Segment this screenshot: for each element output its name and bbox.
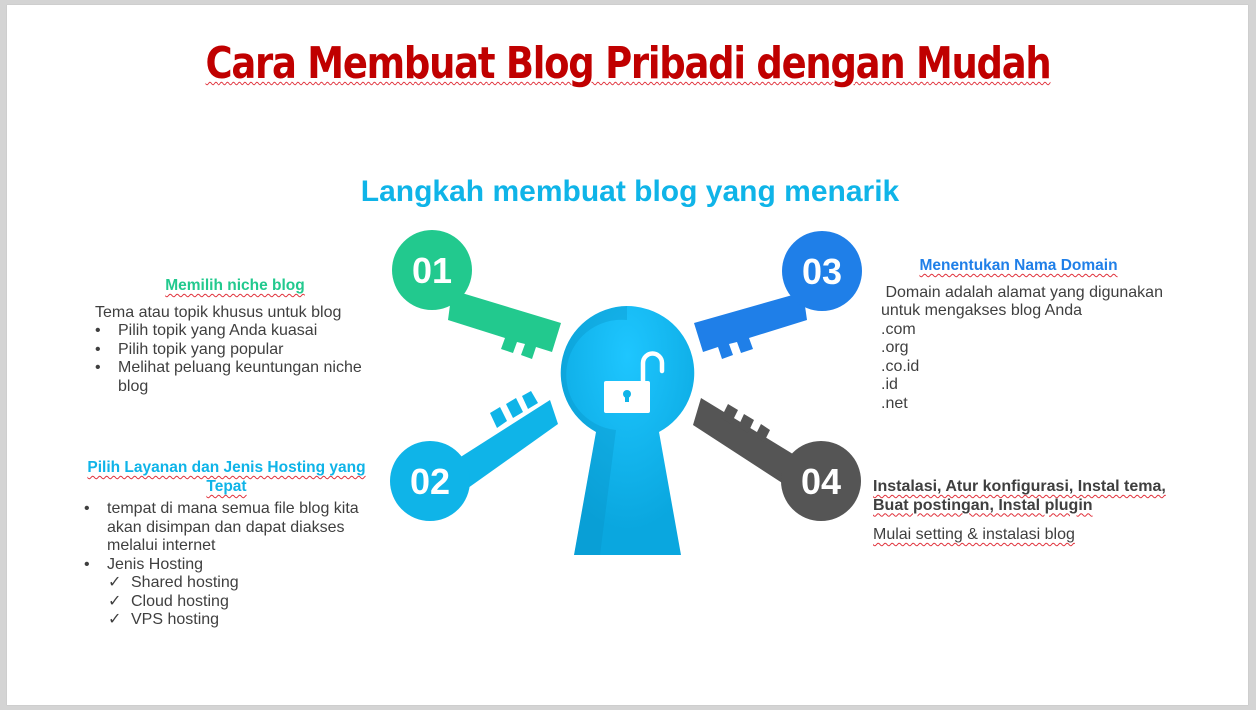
domain-extension: .org	[881, 339, 909, 356]
step-02-text	[84, 458, 374, 630]
step-number-02: 02	[409, 461, 451, 502]
check-item: ✓ Shared hosting	[108, 574, 239, 591]
check-item: ✓ VPS hosting	[108, 611, 220, 628]
list-item: • tempat di mana semua file blog kita akan disimpan dan dapat diakses melalui internet	[84, 500, 359, 554]
step-03-intro: Domain adalah alamat yang digunakan untuk mengakses blog Anda	[881, 283, 1168, 319]
step-number-01: 01	[411, 250, 453, 291]
list-item: • Pilih topik yang popular	[95, 340, 284, 358]
domain-extension: .com	[881, 320, 916, 338]
step-03-heading: Menentukan Nama Domain	[919, 257, 1118, 274]
domain-extension: .net	[881, 394, 908, 412]
subtitle: Langkah membuat blog yang menarik	[360, 175, 900, 208]
step-02-list	[84, 500, 374, 574]
step-04-intro: Mulai setting & instalasi blog	[873, 526, 1075, 543]
step-02-heading: Pilih Layanan dan Jenis Hosting yang Tepat	[87, 459, 366, 495]
key-04	[693, 398, 861, 521]
check-icon: ✓	[108, 592, 122, 610]
check-icon: ✓	[108, 611, 122, 628]
list-item: • Pilih topik yang Anda kuasai	[95, 322, 318, 339]
step-01-intro: Tema atau topik khusus untuk blog	[95, 303, 342, 321]
step-03-text	[881, 257, 1171, 413]
step-number-04: 04	[800, 461, 842, 502]
key-02	[390, 391, 558, 521]
hosting-types-list	[108, 574, 374, 630]
step-01-list	[95, 322, 375, 396]
list-item: • Melihat peluang keuntungan niche blog	[95, 359, 362, 395]
list-item: • Jenis Hosting	[84, 555, 204, 573]
check-icon: ✓	[108, 574, 122, 591]
page-title: Cara Membuat Blog Pribadi dengan Mudah	[205, 38, 1051, 89]
key-03	[694, 231, 862, 359]
check-item: ✓ Cloud hosting	[108, 592, 229, 610]
step-01-heading: Memilih niche blog	[165, 277, 305, 294]
step-04-text	[873, 478, 1173, 545]
step-04-heading: Instalasi, Atur konfigurasi, Instal tema, Buat postingan, Instal plugin	[873, 478, 1166, 514]
domain-extension: .id	[881, 376, 898, 393]
key-01	[392, 230, 561, 359]
step-01-text	[95, 277, 375, 396]
keyhole	[561, 306, 695, 555]
step-number-03: 03	[801, 251, 843, 292]
domain-extension: .co.id	[881, 357, 920, 375]
